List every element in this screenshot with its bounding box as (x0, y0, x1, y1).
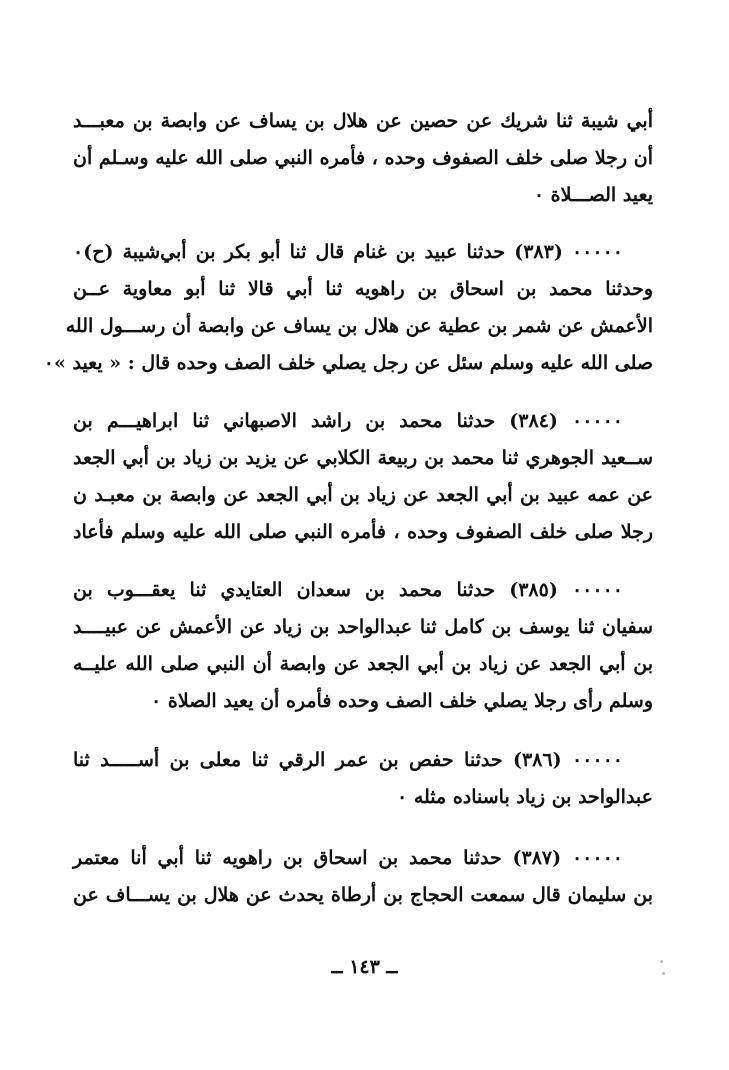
text-line: وحدثنا محمد بن اسحاق بن راهويه ثنا أبي قالا ثنا أبو معاوية عــن (73, 278, 653, 300)
text-line: عن عمه عبيد بن أبي الجعد عن زياد بن أبي الجعد عن وابصة بن معبـد ن (73, 484, 653, 506)
text-line: رجلا صلى خلف الصفوف وحده ، فأمره النبي صلى الله عليه وسلم فأعاد (73, 521, 653, 543)
text-line: يعيد الصـــلاة ٠ (533, 184, 653, 206)
text-line: ٠٠٠٠٠ (٣٨٧) حدثنا محمد بن اسحاق بن راهويه ثنا أبي أنا معتمر (73, 847, 623, 869)
text-line: ٠٠٠٠٠ (٣٨٣) حدثنا عبيد بن غنام قال ثنا أبو بكر بن أبي‌شيبة (ح)٠ (73, 241, 623, 263)
text-line: ٠٠٠٠٠ (٣٨٤) حدثنا محمد بن راشد الاصبهاني ثنا ابراهيـــم بن (73, 410, 624, 432)
scan-speck (660, 960, 663, 963)
text-line: صلى الله عليه وسلم سئل عن رجل يصلي خلف الصف وحده قال : « يعيد »٠ (43, 352, 653, 374)
text-line: عبدالواحد بن زياد باسناده مثله ٠ (396, 786, 653, 808)
text-line: ٠٠٠٠٠ (٣٨٥) حدثنا محمد بن سعدان العتايدي ثنا يعقـــوب بن (73, 579, 623, 601)
text-line: بن سليمان قال سمعت الحجاج بن أرطاة يحدث عن هلال بن يســـاف عن (73, 884, 653, 906)
text-line: ٠٠٠٠٠ (٣٨٦) حدثنا حفص بن عمر الرقي ثنا معلى بن أســـــد ثنا (73, 749, 624, 771)
text-line: وسلم رأى رجلا يصلي خلف الصف وحده فأمره أن يعيد الصلاة ٠ (151, 690, 653, 712)
text-line: ســعيد الجوهري ثنا محمد بن ربيعة الكلابي عن يزيد بن زياد بن أبي الجعد (73, 447, 653, 469)
scan-speck (662, 972, 665, 975)
text-line: الأعمش عن شمر بن عطية عن هلال بن يساف عن وابصة أن رســـول الله (65, 315, 653, 337)
text-line: أبي شيبة ثنا شريك عن حصين عن هلال بن يساف عن وابصة بن معبـــد (73, 110, 653, 132)
text-line: سفيان ثنا يوسف بن كامل ثنا عبدالواحد بن زياد عن الأعمش عن عبيــــد (73, 616, 653, 638)
text-line: بن أبي الجعد عن زياد بن أبي الجعد عن وابصة أن النبي صلى الله عليــه (73, 653, 653, 675)
text-line: أن رجلا صلى خلف الصفوف وحده ، فأمره النبي صلى الله عليه وسـلم أن (73, 147, 653, 169)
page-number: ــ ١٤٣ ــ (331, 956, 398, 978)
